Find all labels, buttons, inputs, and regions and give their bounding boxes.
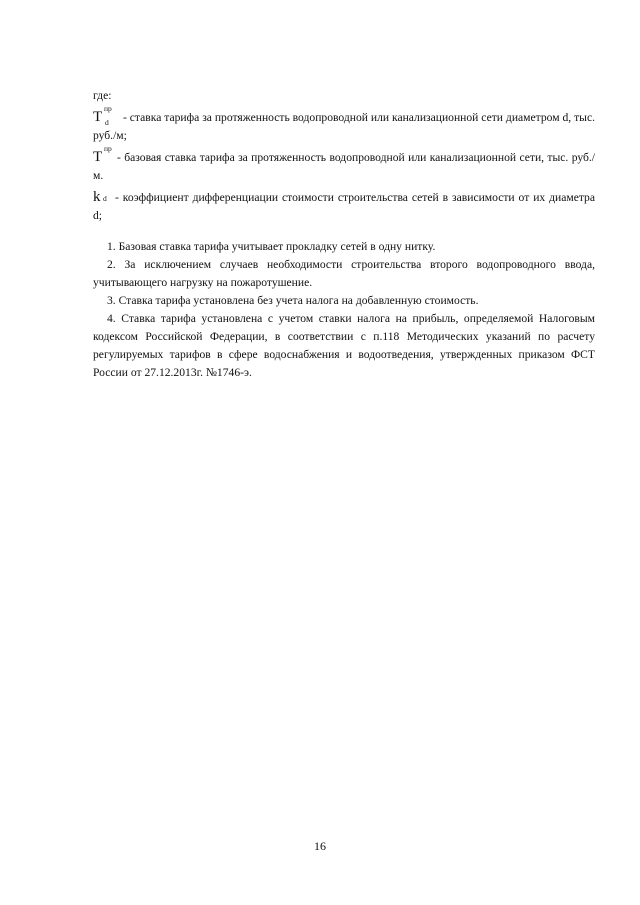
notes-block (93, 238, 595, 382)
page-number: 16 (314, 839, 326, 853)
note-item: 2. За исключением случаев необходимости строительства второго водопроводного ввода, учитывающего нагрузку на пожаротушение. (93, 258, 595, 289)
definition-text: - коэффициент дифференциации стоимости строительства сетей в зависимости от их диаметра d; (93, 191, 595, 222)
definitions-block (93, 87, 595, 225)
definition-item (93, 144, 595, 185)
definition-item (93, 189, 595, 225)
intro-word: где: (93, 89, 112, 102)
symbol-superscript: пр (104, 144, 112, 153)
formula-symbol (93, 190, 109, 205)
symbol-letter: T (93, 109, 103, 125)
note-item: 4. Ставка тарифа установлена с учетом ставки налога на прибыль, определяемой Налоговым кодексом Российской Федерации, в соответствии с п.118 Методических указаний по расчету регулируемых тарифов в сфере водоснабжения и водоотведения, утвержденных приказом ФСТ России от 27.12.2013г. №1746-э. (93, 312, 595, 379)
definition-item (93, 104, 595, 145)
definition-text: - базовая ставка тарифа за протяженность водопроводной или канализационной сети, тыс. руб./м. (93, 151, 595, 182)
symbol-letter: k (93, 189, 101, 205)
symbol-subscript: d (103, 194, 107, 203)
formula-symbol (93, 144, 115, 165)
note-item: 3. Ставка тарифа установлена без учета налога на добавленную стоимость. (107, 294, 479, 307)
symbol-superscript: пр (104, 104, 112, 113)
symbol-subscript: d (105, 118, 109, 127)
formula-symbol (93, 104, 113, 127)
note-item: 1. Базовая ставка тарифа учитывает прокладку сетей в одну нитку. (107, 240, 436, 253)
definition-text: - ставка тарифа за протяженность водопроводной или канализационной сети диаметром d, тыс. руб./м; (93, 111, 595, 142)
symbol-letter: T (93, 149, 103, 165)
